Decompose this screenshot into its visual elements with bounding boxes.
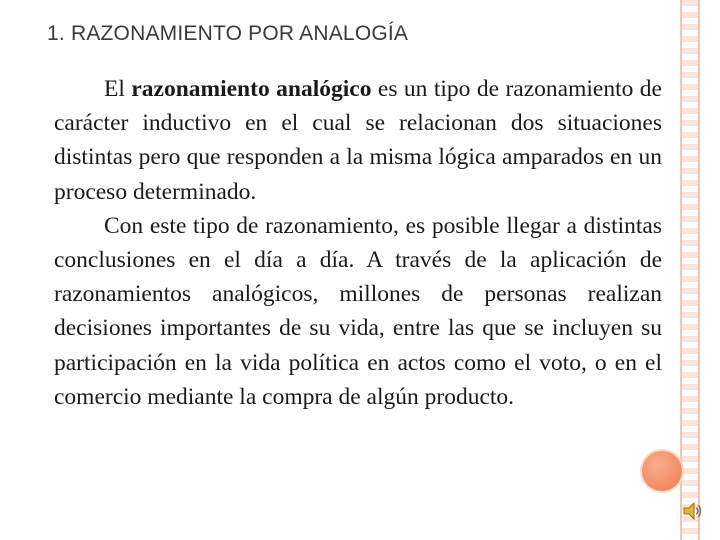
decorative-circle <box>640 449 684 493</box>
paragraph-2: Con este tipo de razonamiento, es posible llegar a distintas conclusiones en el día a día. A través de la aplicación de razonamientos analógicos, millones de personas realizan decisiones importantes de su vida, entre las que se incluyen su participación en la vida política en actos como el voto, o en el comercio mediante la compra de algún producto. <box>54 212 662 410</box>
paragraph-1 <box>54 72 662 209</box>
speaker-icon[interactable] <box>682 500 704 522</box>
decorative-border <box>680 0 700 540</box>
slide-body <box>54 72 662 414</box>
paragraph-1-bold-term: razonamiento analógico <box>131 76 372 102</box>
paragraph-1-rest: es un tipo de razonamiento de carácter inductivo en el cual se relacionan dos situaciones distintas pero que responden a la misma lógica amparados en un proceso determinado. <box>54 76 662 205</box>
slide-title: 1. RAZONAMIENTO POR ANALOGÍA <box>47 22 409 45</box>
paragraph-1-lead: El <box>104 76 132 102</box>
